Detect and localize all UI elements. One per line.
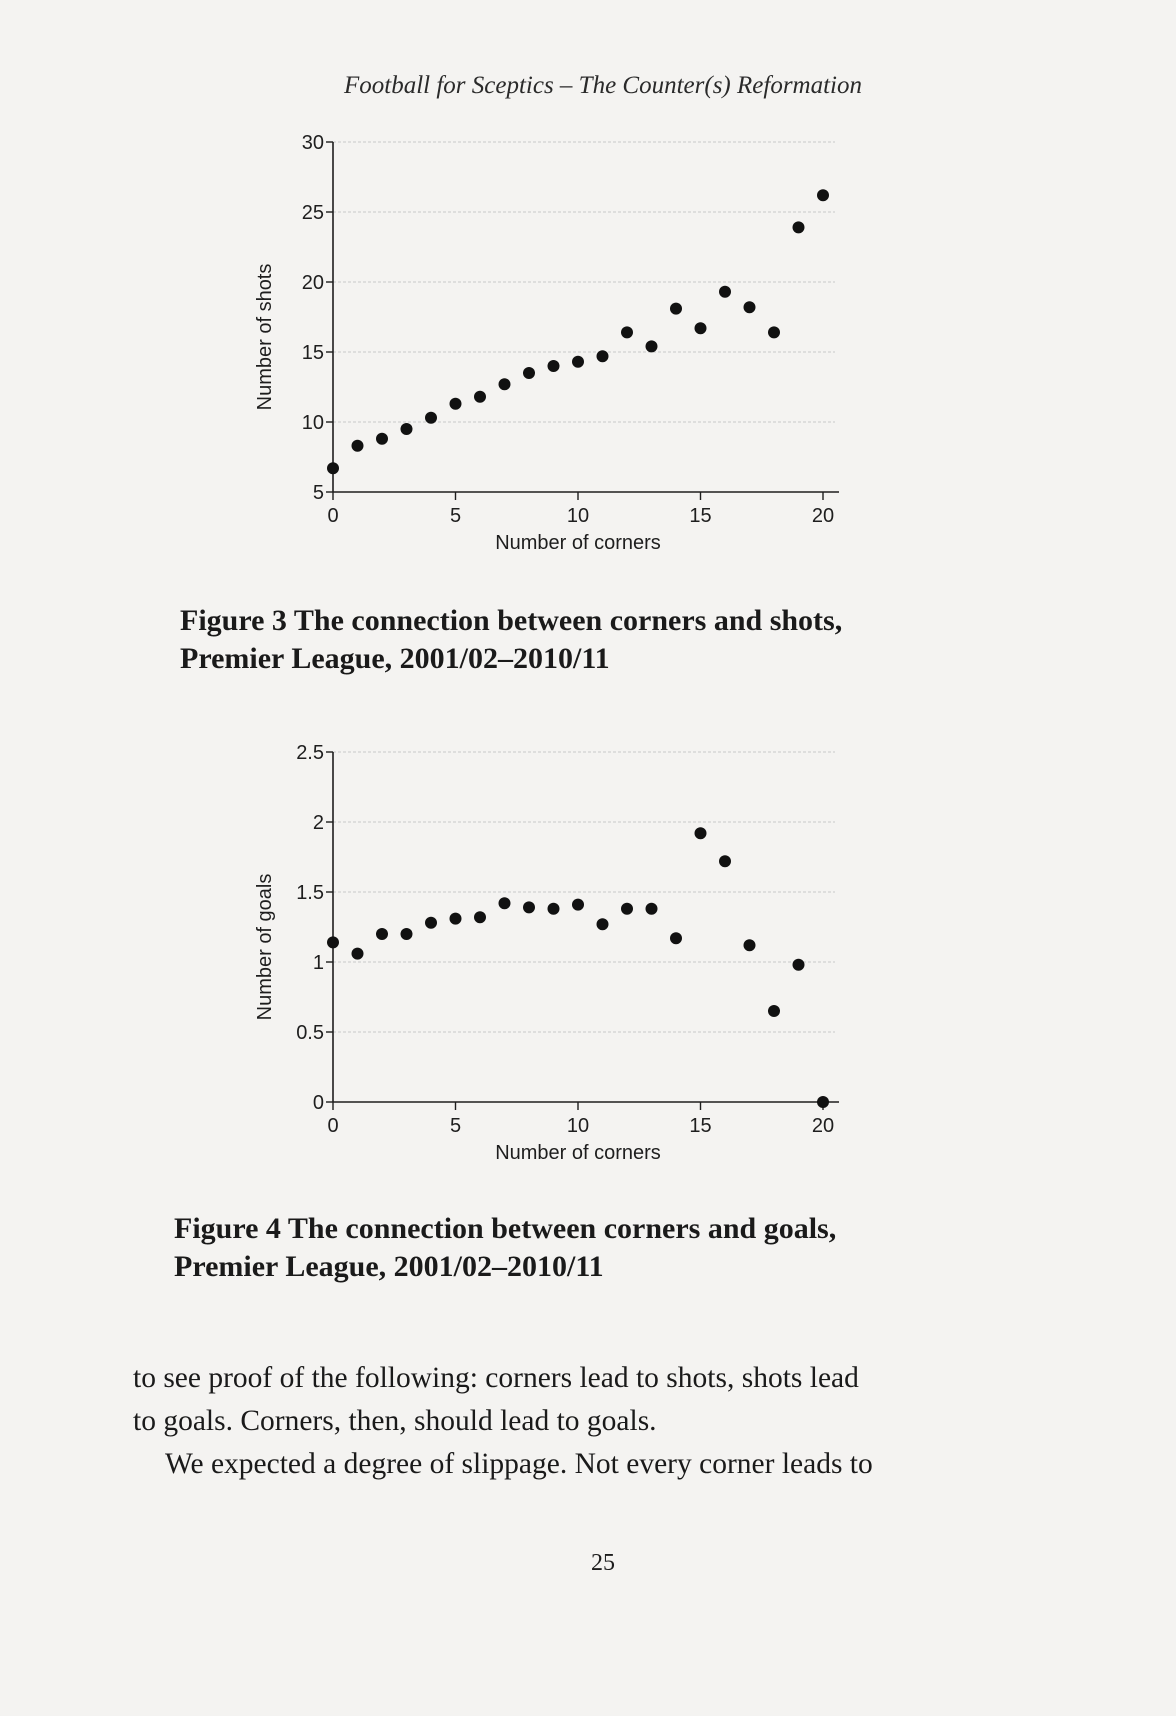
data-point — [474, 911, 486, 923]
y-tick-label: 15 — [301, 342, 324, 364]
body-line: to see proof of the following: corners lead to shots, shots lead — [133, 1362, 859, 1394]
data-point — [670, 303, 682, 315]
y-tick-label: 0 — [312, 1092, 324, 1114]
y-tick-label: 25 — [301, 202, 324, 224]
figure-4-caption — [174, 1210, 836, 1286]
data-point — [523, 367, 535, 379]
x-tick-label: 0 — [327, 1115, 339, 1137]
data-point — [401, 928, 413, 940]
data-point — [499, 378, 511, 390]
data-point — [646, 340, 658, 352]
data-point — [646, 903, 658, 915]
body-line: to goals. Corners, then, should lead to goals. — [133, 1405, 657, 1437]
x-tick-label: 15 — [689, 1115, 712, 1137]
y-tick-label: 5 — [312, 482, 324, 504]
data-point — [817, 189, 829, 201]
shots-scatter-chart — [230, 120, 870, 570]
data-point — [376, 433, 388, 445]
data-point — [572, 356, 584, 368]
data-point — [621, 326, 633, 338]
data-point — [597, 350, 609, 362]
data-point — [670, 932, 682, 944]
x-tick-label: 0 — [327, 505, 339, 527]
data-point — [327, 936, 339, 948]
x-tick-label: 20 — [811, 505, 835, 527]
x-tick-label: 10 — [566, 505, 590, 527]
data-point — [376, 928, 388, 940]
figure-3-caption-line1: Figure 3 The connection between corners and shots, — [180, 604, 843, 637]
data-point — [597, 918, 609, 930]
y-tick-label: 2.5 — [296, 742, 324, 764]
y-tick-label: 1 — [312, 952, 324, 974]
y-tick-label: 20 — [301, 272, 324, 294]
y-tick-label: 2 — [312, 812, 324, 834]
page-number: 25 — [591, 1550, 615, 1576]
data-point — [352, 440, 364, 452]
figure-3-caption — [180, 602, 842, 678]
data-point — [572, 899, 584, 911]
x-tick-label: 5 — [449, 505, 462, 527]
data-point — [425, 412, 437, 424]
data-point — [352, 948, 364, 960]
y-tick-label: 0.5 — [296, 1022, 324, 1044]
body-text — [133, 1357, 1033, 1486]
x-axis-label: Number of corners — [495, 1142, 661, 1164]
data-point — [719, 855, 731, 867]
y-tick-label: 30 — [301, 132, 324, 154]
data-point — [474, 391, 486, 403]
data-point — [327, 462, 339, 474]
data-point — [719, 286, 731, 298]
data-point — [499, 897, 511, 909]
goals-scatter-chart — [230, 730, 870, 1180]
data-point — [744, 939, 756, 951]
figure-4-caption-line1: Figure 4 The connection between corners and goals, — [174, 1212, 837, 1245]
data-point — [768, 326, 780, 338]
data-point — [523, 901, 535, 913]
y-tick-label: 1.5 — [296, 882, 324, 904]
figure-4-caption-line2: Premier League, 2001/02–2010/11 — [174, 1250, 604, 1283]
x-axis-label: Number of corners — [495, 532, 661, 554]
data-point — [768, 1005, 780, 1017]
running-head: Football for Sceptics – The Counter(s) Reformation — [343, 72, 862, 99]
y-axis-label: Number of shots — [254, 263, 276, 411]
data-point — [425, 917, 437, 929]
figure-3-caption-line2: Premier League, 2001/02–2010/11 — [180, 642, 610, 675]
data-point — [695, 322, 707, 334]
data-point — [744, 301, 756, 313]
data-point — [548, 903, 560, 915]
data-point — [695, 827, 707, 839]
data-point — [548, 360, 560, 372]
data-point — [793, 221, 805, 233]
data-point — [621, 903, 633, 915]
data-point — [401, 423, 413, 435]
data-point — [817, 1096, 829, 1108]
data-point — [793, 959, 805, 971]
x-tick-label: 20 — [811, 1115, 835, 1137]
x-tick-label: 15 — [689, 505, 712, 527]
data-point — [450, 913, 462, 925]
x-tick-label: 10 — [566, 1115, 590, 1137]
body-line: We expected a degree of slippage. Not every corner leads to — [165, 1448, 873, 1480]
data-point — [450, 398, 462, 410]
y-axis-label: Number of goals — [254, 873, 276, 1021]
y-tick-label: 10 — [301, 412, 324, 434]
x-tick-label: 5 — [449, 1115, 462, 1137]
